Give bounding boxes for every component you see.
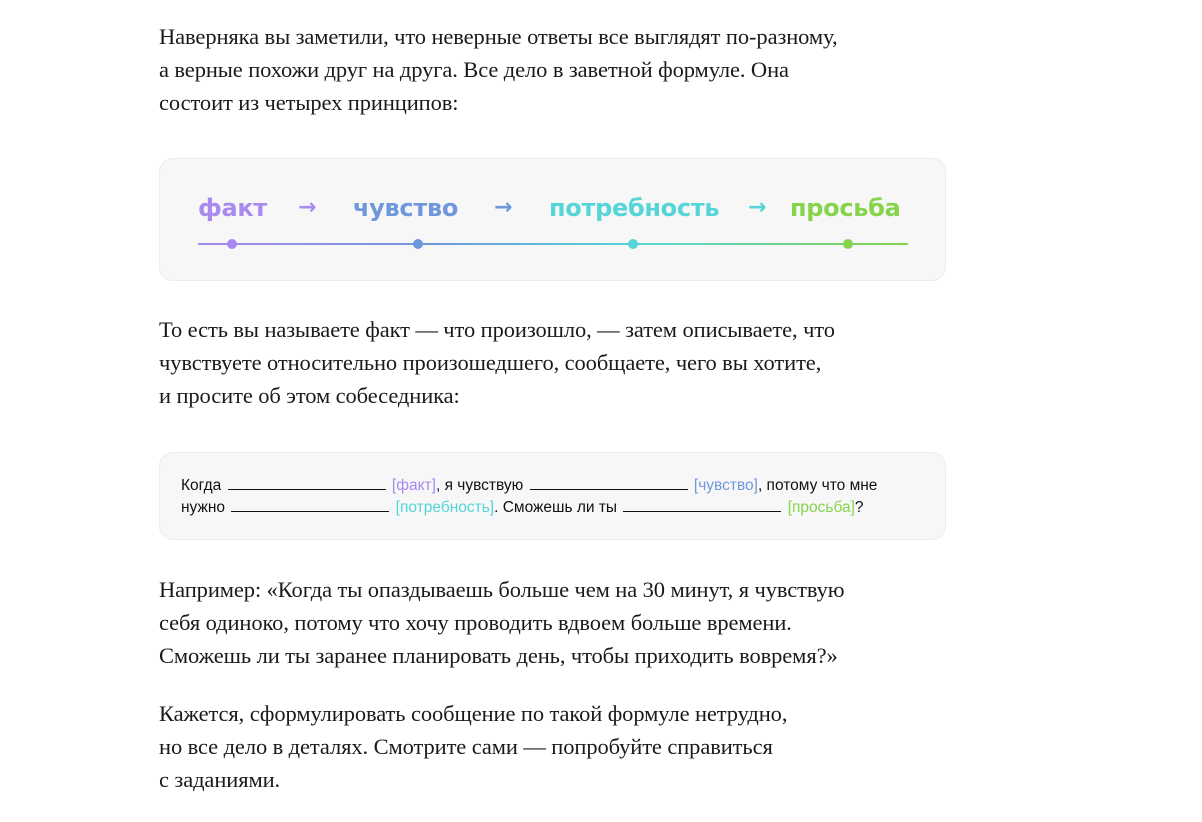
intro-line: а верные похожи друг на друга. Все дело в заветной формуле. Она	[159, 57, 789, 82]
request-blank	[623, 498, 781, 512]
example-line: Сможешь ли ты заранее планировать день, чтобы приходить вовремя?»	[159, 643, 838, 668]
explanation-line: чувствуете относительно произошедшего, сообщаете, чего вы хотите,	[159, 350, 822, 375]
template-text: Когда	[181, 477, 222, 494]
closing-line: Кажется, сформулировать сообщение по такой формуле нетрудно,	[159, 701, 788, 726]
formula-step-need: потребность	[549, 194, 720, 222]
template-text: . Сможешь ли ты	[494, 499, 618, 516]
intro-line: Наверняка вы заметили, что неверные ответы все выглядят по-разному,	[159, 24, 838, 49]
intro-paragraph	[159, 20, 959, 119]
need-blank	[231, 498, 389, 512]
template-line	[181, 475, 941, 497]
formula-step-request: просьба	[790, 194, 901, 222]
example-line: себя одиноко, потому что хочу проводить вдвоем больше времени.	[159, 610, 792, 635]
feeling-blank	[530, 476, 688, 490]
explanation-paragraph	[159, 313, 959, 412]
need-tag: [потребность]	[395, 499, 495, 516]
closing-line: но все дело в деталях. Смотрите сами — попробуйте справиться	[159, 734, 773, 759]
arrow-right-icon: →	[298, 195, 317, 220]
arrow-right-icon: →	[494, 195, 513, 220]
template-text: , потому что мне	[757, 477, 878, 494]
fact-tag: [факт]	[391, 477, 436, 494]
template-text: нужно	[181, 499, 226, 516]
fact-blank	[228, 476, 386, 490]
formula-step-feeling: чувство	[353, 194, 459, 222]
request-tag: [просьба]	[787, 499, 855, 516]
explanation-line: и просите об этом собеседника:	[159, 383, 460, 408]
explanation-line: То есть вы называете факт — что произошло, — затем описываете, что	[159, 317, 835, 342]
template-text: , я чувствую	[435, 477, 524, 494]
intro-line: состоит из четырех принципов:	[159, 90, 459, 115]
feeling-tag: [чувство]	[693, 477, 758, 494]
closing-paragraph	[159, 697, 959, 796]
template-text: ?	[854, 499, 864, 516]
closing-line: с заданиями.	[159, 767, 281, 792]
formula-step-fact: факт	[198, 194, 268, 222]
arrow-right-icon: →	[748, 195, 767, 220]
template-line	[181, 497, 941, 519]
example-paragraph	[159, 573, 959, 672]
example-line: Например: «Когда ты опаздываешь больше чем на 30 минут, я чувствую	[159, 577, 845, 602]
